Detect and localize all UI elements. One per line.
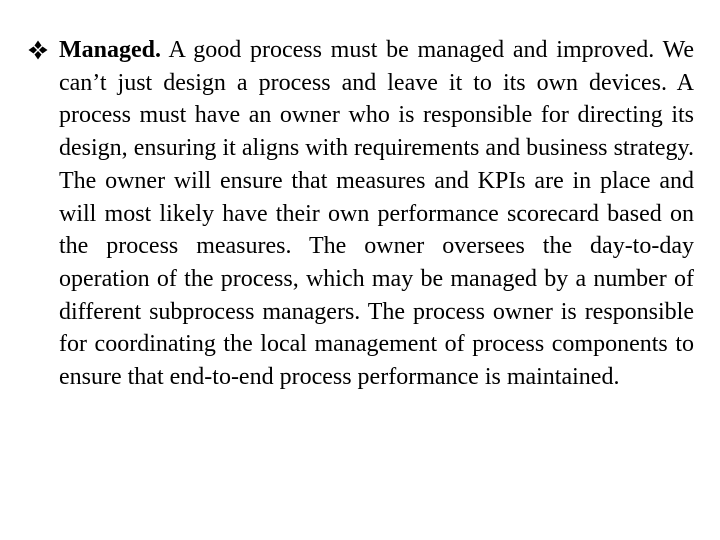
bullet-paragraph (59, 34, 694, 394)
bullet-body-text: A good process must be managed and improved. We can’t just design a process and leave it to its own devices. A process must have an owner who is responsible for directing its design, ensuring it aligns with requirements and business strategy. The owner will ensure that measures and KPIs are in place and will most likely have their own performance scorecard based on the process measures. The owner oversees the day-to-day operation of the process, which may be managed by a number of different subprocess managers. The process owner is responsible for coordinating the local management of process components to ensure that end-to-end process performance is maintained. (59, 37, 694, 391)
bullet-item-managed (28, 34, 694, 394)
four-diamond-bullet-icon (28, 40, 48, 60)
bullet-term: Managed. (59, 37, 161, 63)
